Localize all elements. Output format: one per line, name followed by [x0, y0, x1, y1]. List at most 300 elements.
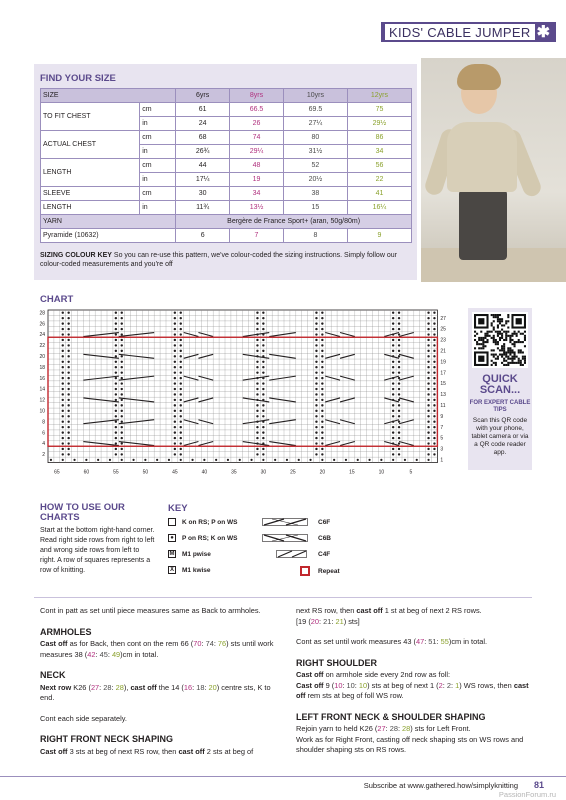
qr-module	[503, 331, 505, 333]
section-heading: NECK	[40, 670, 66, 680]
purl-dot	[62, 312, 64, 314]
purl-dot	[67, 421, 69, 423]
qr-module	[501, 320, 503, 322]
qr-module	[505, 320, 507, 322]
purl-dot	[256, 453, 258, 455]
purl-dot	[144, 459, 146, 461]
qr-module	[476, 343, 478, 345]
purl-dot	[315, 442, 317, 444]
size-8: 10	[334, 680, 343, 690]
purl-dot	[321, 377, 323, 379]
purl-dot	[256, 388, 258, 390]
qr-module	[505, 360, 507, 362]
cell: 31½	[283, 145, 347, 159]
purl-dot	[315, 377, 317, 379]
purl-dot	[315, 339, 317, 341]
text: on armhole side every 2nd row as foll:	[323, 670, 451, 679]
purl-dot	[398, 371, 400, 373]
m1-pwise-icon: M	[169, 551, 175, 557]
cell: 15	[283, 201, 347, 215]
qr-module	[505, 333, 507, 335]
size-10: 28	[389, 724, 398, 733]
row-label: 18	[39, 364, 45, 371]
purl-dot	[315, 448, 317, 450]
purl-dot	[174, 426, 176, 428]
cell: 11¾	[176, 201, 230, 215]
qr-module	[482, 345, 484, 347]
purl-dot	[427, 388, 429, 390]
qr-module	[509, 351, 511, 353]
row-label: 10	[39, 408, 45, 415]
purl-dot	[250, 459, 252, 461]
row-label: 3	[440, 446, 444, 453]
purl-dot	[62, 431, 64, 433]
purl-dot	[115, 442, 117, 444]
purl-dot	[433, 322, 435, 324]
purl-dot	[398, 393, 400, 395]
purl-dot	[121, 459, 123, 461]
qr-module	[501, 324, 503, 326]
purl-dot	[392, 459, 394, 461]
qr-quick-title: QUICK SCAN...	[479, 373, 521, 396]
purl-dot	[67, 317, 69, 319]
qr-module	[499, 318, 501, 320]
key-item	[168, 518, 238, 526]
qr-module	[480, 331, 482, 333]
purl-dot	[398, 404, 400, 406]
purl-dot	[433, 333, 435, 335]
qr-module	[497, 335, 499, 337]
purl-dot	[392, 328, 394, 330]
row-label: 17	[440, 370, 446, 377]
purl-dot	[262, 371, 264, 373]
size-8: 27	[377, 724, 386, 733]
purl-dot	[180, 404, 182, 406]
row-label: LENGTH	[41, 201, 140, 215]
size-12: 76	[217, 639, 227, 648]
qr-module	[514, 358, 516, 360]
purl-dot	[427, 344, 429, 346]
purl-dot	[315, 361, 317, 363]
purl-dot	[180, 312, 182, 314]
purl-dot	[262, 404, 264, 406]
purl-dot	[392, 410, 394, 412]
purl-dot	[156, 459, 158, 461]
size-head-10: 10yrs	[283, 89, 347, 103]
purl-dot	[121, 421, 123, 423]
qr-module	[482, 337, 484, 339]
text: )cm in total.	[120, 649, 159, 659]
purl-dot	[174, 328, 176, 330]
purl-dot	[392, 371, 394, 373]
text: as for Back, then cont on the rem 66 (	[67, 639, 194, 648]
qr-module	[501, 329, 503, 331]
row-label: 5	[440, 435, 444, 442]
purl-dot	[427, 431, 429, 433]
purl-dot	[315, 322, 317, 324]
cell: 29½	[347, 117, 411, 131]
qr-module	[505, 351, 507, 353]
purl-dot	[67, 382, 69, 384]
purl-dot	[398, 366, 400, 368]
purl-dot	[115, 382, 117, 384]
qr-module	[503, 324, 505, 326]
purl-dot	[256, 339, 258, 341]
purl-dot	[62, 393, 64, 395]
qr-module	[509, 362, 511, 364]
qr-module	[486, 339, 488, 341]
cell: 7	[230, 229, 284, 243]
qr-module	[524, 356, 526, 358]
purl-dot	[115, 448, 117, 450]
purl-dot	[174, 344, 176, 346]
qr-module	[501, 362, 503, 364]
qr-module	[495, 341, 497, 343]
purl-dot	[67, 355, 69, 357]
qr-module	[503, 343, 505, 345]
purl-dot	[180, 382, 182, 384]
section-heading: RIGHT FRONT NECK SHAPING	[40, 734, 174, 744]
qr-module	[518, 362, 520, 364]
purl-dot	[398, 442, 400, 444]
cell: 30	[176, 187, 230, 201]
purl-dot	[427, 317, 429, 319]
qr-module	[501, 356, 503, 358]
qr-module	[497, 343, 499, 345]
purl-dot	[427, 399, 429, 401]
purl-dot	[121, 339, 123, 341]
purl-dot	[427, 333, 429, 335]
size-10: 74	[205, 639, 214, 648]
purl-dot	[174, 339, 176, 341]
purl-dot	[392, 361, 394, 363]
purl-dot	[392, 393, 394, 395]
qr-module	[524, 358, 526, 360]
size-12: 21	[335, 616, 344, 626]
size-10: 21	[323, 616, 332, 626]
colour-key-title: SIZING COLOUR KEY	[40, 252, 112, 259]
purl-dot	[321, 371, 323, 373]
qr-module	[511, 339, 513, 341]
cell: 17¼	[176, 173, 230, 187]
purl-dot	[174, 421, 176, 423]
c6b-cable-icon	[262, 534, 308, 542]
qr-module	[499, 331, 501, 333]
purl-dot	[62, 388, 64, 390]
qr-module	[497, 314, 499, 316]
qr-module	[493, 356, 495, 358]
purl-dot	[62, 333, 64, 335]
row-label: 15	[440, 381, 446, 388]
purl-dot	[262, 431, 264, 433]
qr-module	[499, 349, 501, 351]
purl-dot	[392, 415, 394, 417]
qr-module	[497, 331, 499, 333]
qr-module	[495, 339, 497, 341]
qr-module	[478, 339, 480, 341]
purl-dot	[256, 415, 258, 417]
purl-dot	[392, 426, 394, 428]
purl-dot	[433, 431, 435, 433]
purl-dot	[97, 459, 99, 461]
qr-module	[520, 351, 522, 353]
purl-dot	[121, 437, 123, 439]
qr-module	[493, 326, 495, 328]
qr-module	[493, 316, 495, 318]
purl-dot	[174, 317, 176, 319]
qr-module	[489, 331, 491, 333]
purl-dot	[115, 404, 117, 406]
purl-dot	[427, 371, 429, 373]
qr-module	[511, 335, 513, 337]
qr-module	[491, 331, 493, 333]
colour-key	[40, 251, 410, 269]
c4f-cable-icon	[262, 550, 308, 558]
text-column-left	[40, 606, 280, 767]
text-column-right	[296, 606, 536, 766]
purl-dot	[321, 388, 323, 390]
subscribe-link[interactable]: Subscribe at www.gathered.how/simplyknitting	[363, 781, 518, 790]
purl-dot	[398, 426, 400, 428]
purl-dot	[433, 415, 435, 417]
purl-dot	[121, 431, 123, 433]
qr-module	[499, 339, 501, 341]
purl-dot	[174, 393, 176, 395]
qr-module	[493, 339, 495, 341]
qr-module	[497, 333, 499, 335]
purl-dot	[67, 350, 69, 352]
purl-dot	[262, 426, 264, 428]
qr-module	[507, 364, 509, 366]
chart-title: CHART	[40, 294, 74, 305]
qr-module	[478, 337, 480, 339]
purl-dot	[121, 399, 123, 401]
purl-dot	[398, 344, 400, 346]
qr-module	[524, 335, 526, 337]
size-12: 55	[440, 637, 449, 646]
purl-dot	[180, 393, 182, 395]
paragraph: Cast off on armhole side every 2nd row as foll: Cast off 9 (10: 10: 10) sts at beg of next 1 (2: 2: 1) WS rows, then cast off rem sts at beg of foll WS row.	[296, 670, 529, 700]
qr-module	[509, 354, 511, 356]
purl-dot	[256, 361, 258, 363]
purl-dot	[115, 421, 117, 423]
purl-dot	[427, 361, 429, 363]
howto-text: Start at the bottom right-hand corner. Read right side rows from right to left and wrong side rows from left to right. A row of squares represents a row of knitting.	[40, 527, 155, 574]
purl-dot	[121, 344, 123, 346]
purl-dot	[321, 459, 323, 461]
purl-dot	[433, 355, 435, 357]
qr-module	[522, 351, 524, 353]
purl-dot	[321, 393, 323, 395]
qr-module	[522, 341, 524, 343]
qr-module	[501, 333, 503, 335]
qr-module	[495, 358, 497, 360]
qr-module	[486, 341, 488, 343]
qr-module	[482, 339, 484, 341]
purl-dot	[433, 426, 435, 428]
purl-dot	[121, 322, 123, 324]
repeat-box-icon	[300, 566, 310, 576]
model-photo	[421, 58, 566, 282]
purl-dot	[62, 442, 64, 444]
qr-module	[516, 362, 518, 364]
qr-module	[505, 337, 507, 339]
key-item	[262, 518, 330, 526]
qr-module	[507, 320, 509, 322]
purl-dot	[62, 448, 64, 450]
purl-dot	[174, 431, 176, 433]
purl-dot	[67, 426, 69, 428]
qr-module	[503, 364, 505, 366]
qr-module	[505, 364, 507, 366]
purl-dot	[262, 410, 264, 412]
stitch-label: 15	[349, 469, 355, 476]
purl-dot	[180, 355, 182, 357]
qr-module	[493, 362, 495, 364]
purl-dot	[262, 393, 264, 395]
purl-dot	[121, 453, 123, 455]
purl-dot	[427, 453, 429, 455]
purl-dot	[398, 453, 400, 455]
qr-module	[497, 341, 499, 343]
purl-dot	[427, 415, 429, 417]
qr-module	[514, 341, 516, 343]
purl-dot	[121, 361, 123, 363]
qr-module	[495, 331, 497, 333]
row-label: 12	[39, 397, 45, 404]
qr-module	[509, 335, 511, 337]
qr-module	[518, 349, 520, 351]
purl-dot	[398, 388, 400, 390]
purl-dot	[433, 388, 435, 390]
purl-dot	[321, 328, 323, 330]
qr-module	[495, 364, 497, 366]
purl-dot	[180, 322, 182, 324]
purl-dot-icon: ●	[168, 534, 176, 542]
text: K26 (	[71, 682, 91, 692]
purl-dot	[174, 350, 176, 352]
size-10: 18	[196, 682, 205, 692]
qr-module	[495, 316, 497, 318]
purl-dot	[62, 317, 64, 319]
table-row	[41, 201, 412, 215]
size-8: 47	[415, 637, 425, 646]
purl-dot	[180, 453, 182, 455]
qr-module	[476, 333, 478, 335]
qr-module	[514, 351, 516, 353]
purl-dot	[180, 339, 182, 341]
qr-module	[501, 347, 503, 349]
bold-text: Cast off	[296, 680, 324, 690]
row-label: 16	[39, 375, 45, 382]
purl-dot	[174, 333, 176, 335]
qr-module	[501, 337, 503, 339]
purl-dot	[321, 415, 323, 417]
qr-module	[495, 362, 497, 364]
row-label: 28	[39, 310, 45, 317]
purl-dot	[392, 339, 394, 341]
qr-module	[505, 339, 507, 341]
row-label: 9	[440, 413, 444, 420]
purl-dot	[256, 431, 258, 433]
purl-dot	[121, 350, 123, 352]
size-12: 28	[115, 682, 124, 692]
qr-module	[514, 343, 516, 345]
purl-dot	[67, 453, 69, 455]
purl-dot	[62, 399, 64, 401]
cell: 34	[347, 145, 411, 159]
stitch-label: 65	[54, 469, 60, 476]
qr-module	[474, 335, 476, 337]
row-label: 27	[440, 315, 446, 322]
size-table	[40, 88, 412, 243]
qr-module	[499, 354, 501, 356]
purl-dot	[315, 415, 317, 417]
qr-module	[507, 335, 509, 337]
stitch-label: 50	[142, 469, 149, 476]
purl-dot	[357, 459, 359, 461]
bold-text: cast off	[178, 746, 205, 756]
purl-dot	[398, 399, 400, 401]
row-unit: in	[140, 173, 176, 187]
row-label: 13	[440, 392, 446, 399]
purl-dot	[121, 404, 123, 406]
qr-module	[484, 335, 486, 337]
qr-module	[524, 339, 526, 341]
purl-dot	[427, 328, 429, 330]
qr-module	[501, 354, 503, 356]
purl-dot	[62, 366, 64, 368]
qr-text: Scan this QR code with your phone, tablet camera or via a QR code reader app.	[471, 417, 529, 456]
qr-module	[505, 331, 507, 333]
qr-module	[511, 351, 513, 353]
qr-module	[493, 335, 495, 337]
purl-dot	[398, 350, 400, 352]
purl-dot	[321, 399, 323, 401]
purl-dot	[67, 344, 69, 346]
purl-dot	[67, 437, 69, 439]
text: ),	[123, 682, 131, 692]
qr-module	[509, 358, 511, 360]
purl-dot	[174, 382, 176, 384]
qr-module	[493, 314, 495, 316]
qr-module	[520, 362, 522, 364]
purl-dot	[433, 437, 435, 439]
key-label: C6B	[318, 534, 332, 542]
cell: 6	[176, 229, 230, 243]
purl-dot	[256, 317, 258, 319]
qr-module	[484, 333, 486, 335]
text: Cont as set until work measures 43 (	[296, 637, 416, 646]
qr-code-icon[interactable]	[472, 312, 528, 368]
purl-dot	[398, 312, 400, 314]
purl-dot	[256, 350, 258, 352]
cell: 48	[230, 159, 284, 173]
purl-dot	[62, 382, 64, 384]
photo-jumper	[447, 122, 517, 192]
cell: 20½	[283, 173, 347, 187]
colour-key-text: So you can re-use this pattern, we've colour-coded the sizing instructions. Simply follow our colour-coded measurements and you're off	[40, 252, 397, 268]
row-label: 6	[42, 430, 45, 437]
purl-dot	[315, 426, 317, 428]
knitting-chart	[34, 306, 464, 486]
qr-module	[507, 356, 509, 358]
purl-dot	[62, 426, 64, 428]
purl-dot	[392, 322, 394, 324]
qr-finder-core	[516, 318, 522, 324]
paragraph: Rejoin yarn to held K26 (27: 28: 28) sts for Left Front. Work as for Right Front, casting off neck shaping sts on WS rows and shoulder shaping sts on RS rows.	[296, 724, 524, 754]
qr-module	[505, 356, 507, 358]
